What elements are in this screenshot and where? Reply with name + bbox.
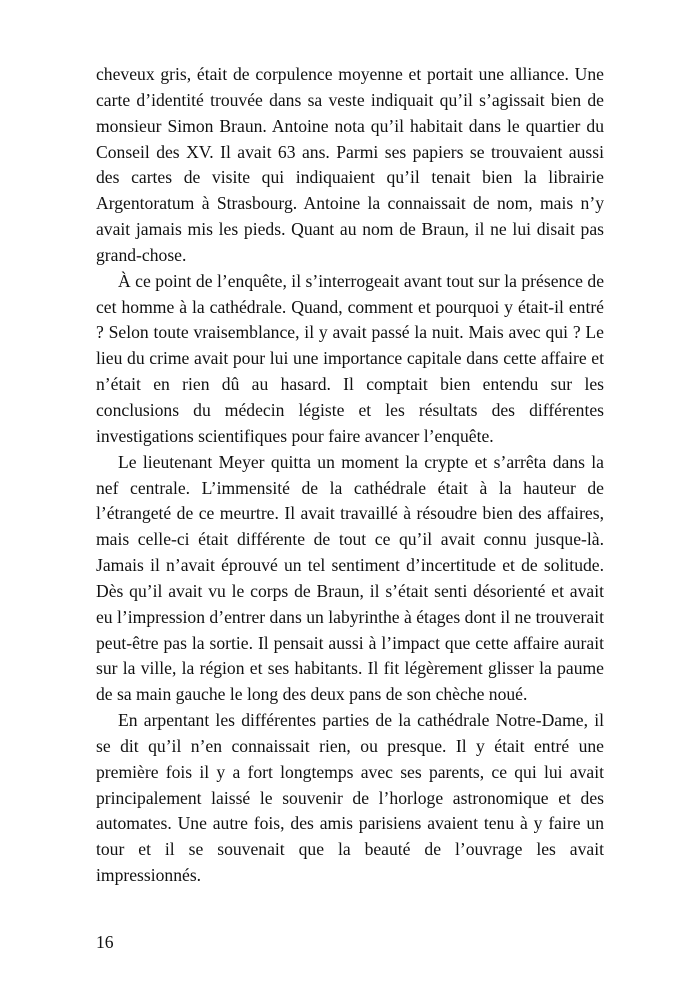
paragraph-4: En arpentant les différentes parties de la cathédrale Notre-Dame, il se dit qu’il n’en connaissait rien, ou presque. Il y était entré une première fois il y a fort longtemps avec ses parents, ce qui lui avait principalement laissé le souvenir de l’horloge astronomique et des automates. Une autre fois, des amis parisiens avaient tenu à y faire un tour et il se souvenait que la beauté de l’ouvrage les avait impressionnés. xyxy=(96,710,604,886)
page-number: 16 xyxy=(96,932,114,952)
paragraph-1: cheveux gris, était de corpulence moyenne et portait une alliance. Une carte d’identité trouvée dans sa veste indiquait qu’il s’agissait bien de monsieur Simon Braun. Antoine nota qu’il habitait dans le quartier du Conseil des XV. Il avait 63 ans. Parmi ses papiers se trouvaient aussi des cartes de visite qui indiquaient qu’il tenait bien la librairie Argentoratum à Strasbourg. Antoine la connaissait de nom, mais n’y avait jamais mis les pieds. Quant au nom de Braun, il ne lui disait pas grand-chose. xyxy=(96,64,604,265)
page-body-text xyxy=(96,62,604,889)
paragraph-3: Le lieutenant Meyer quitta un moment la crypte et s’arrêta dans la nef centrale. L’immensité de la cathédrale était à la hauteur de l’étrangeté de ce meurtre. Il avait travaillé à résoudre bien des affaires, mais celle-ci était différente de tout ce qu’il avait connu jusque-là. Jamais il n’avait éprouvé un tel sentiment d’incertitude et de solitude. Dès qu’il avait vu le corps de Braun, il s’était senti désorienté et avait eu l’impression d’entrer dans un labyrinthe à étages dont il ne trouverait peut-être pas la sortie. Il pensait aussi à l’impact que cette affaire aurait sur la ville, la région et ses habitants. Il fit légèrement glisser la paume de sa main gauche le long des deux pans de son chèche noué. xyxy=(96,451,604,705)
paragraph-2: À ce point de l’enquête, il s’interrogeait avant tout sur la présence de cet homme à la cathédrale. Quand, comment et pourquoi y était-il entré ? Selon toute vraisemblance, il y avait passé la nuit. Mais avec qui ? Le lieu du crime avait pour lui une importance capitale dans cette affaire et n’était en rien dû au hasard. Il comptait bien entendu sur les conclusions du médecin légiste et les résultats des différentes investigations scientifiques pour faire avancer l’enquête. xyxy=(96,270,604,446)
